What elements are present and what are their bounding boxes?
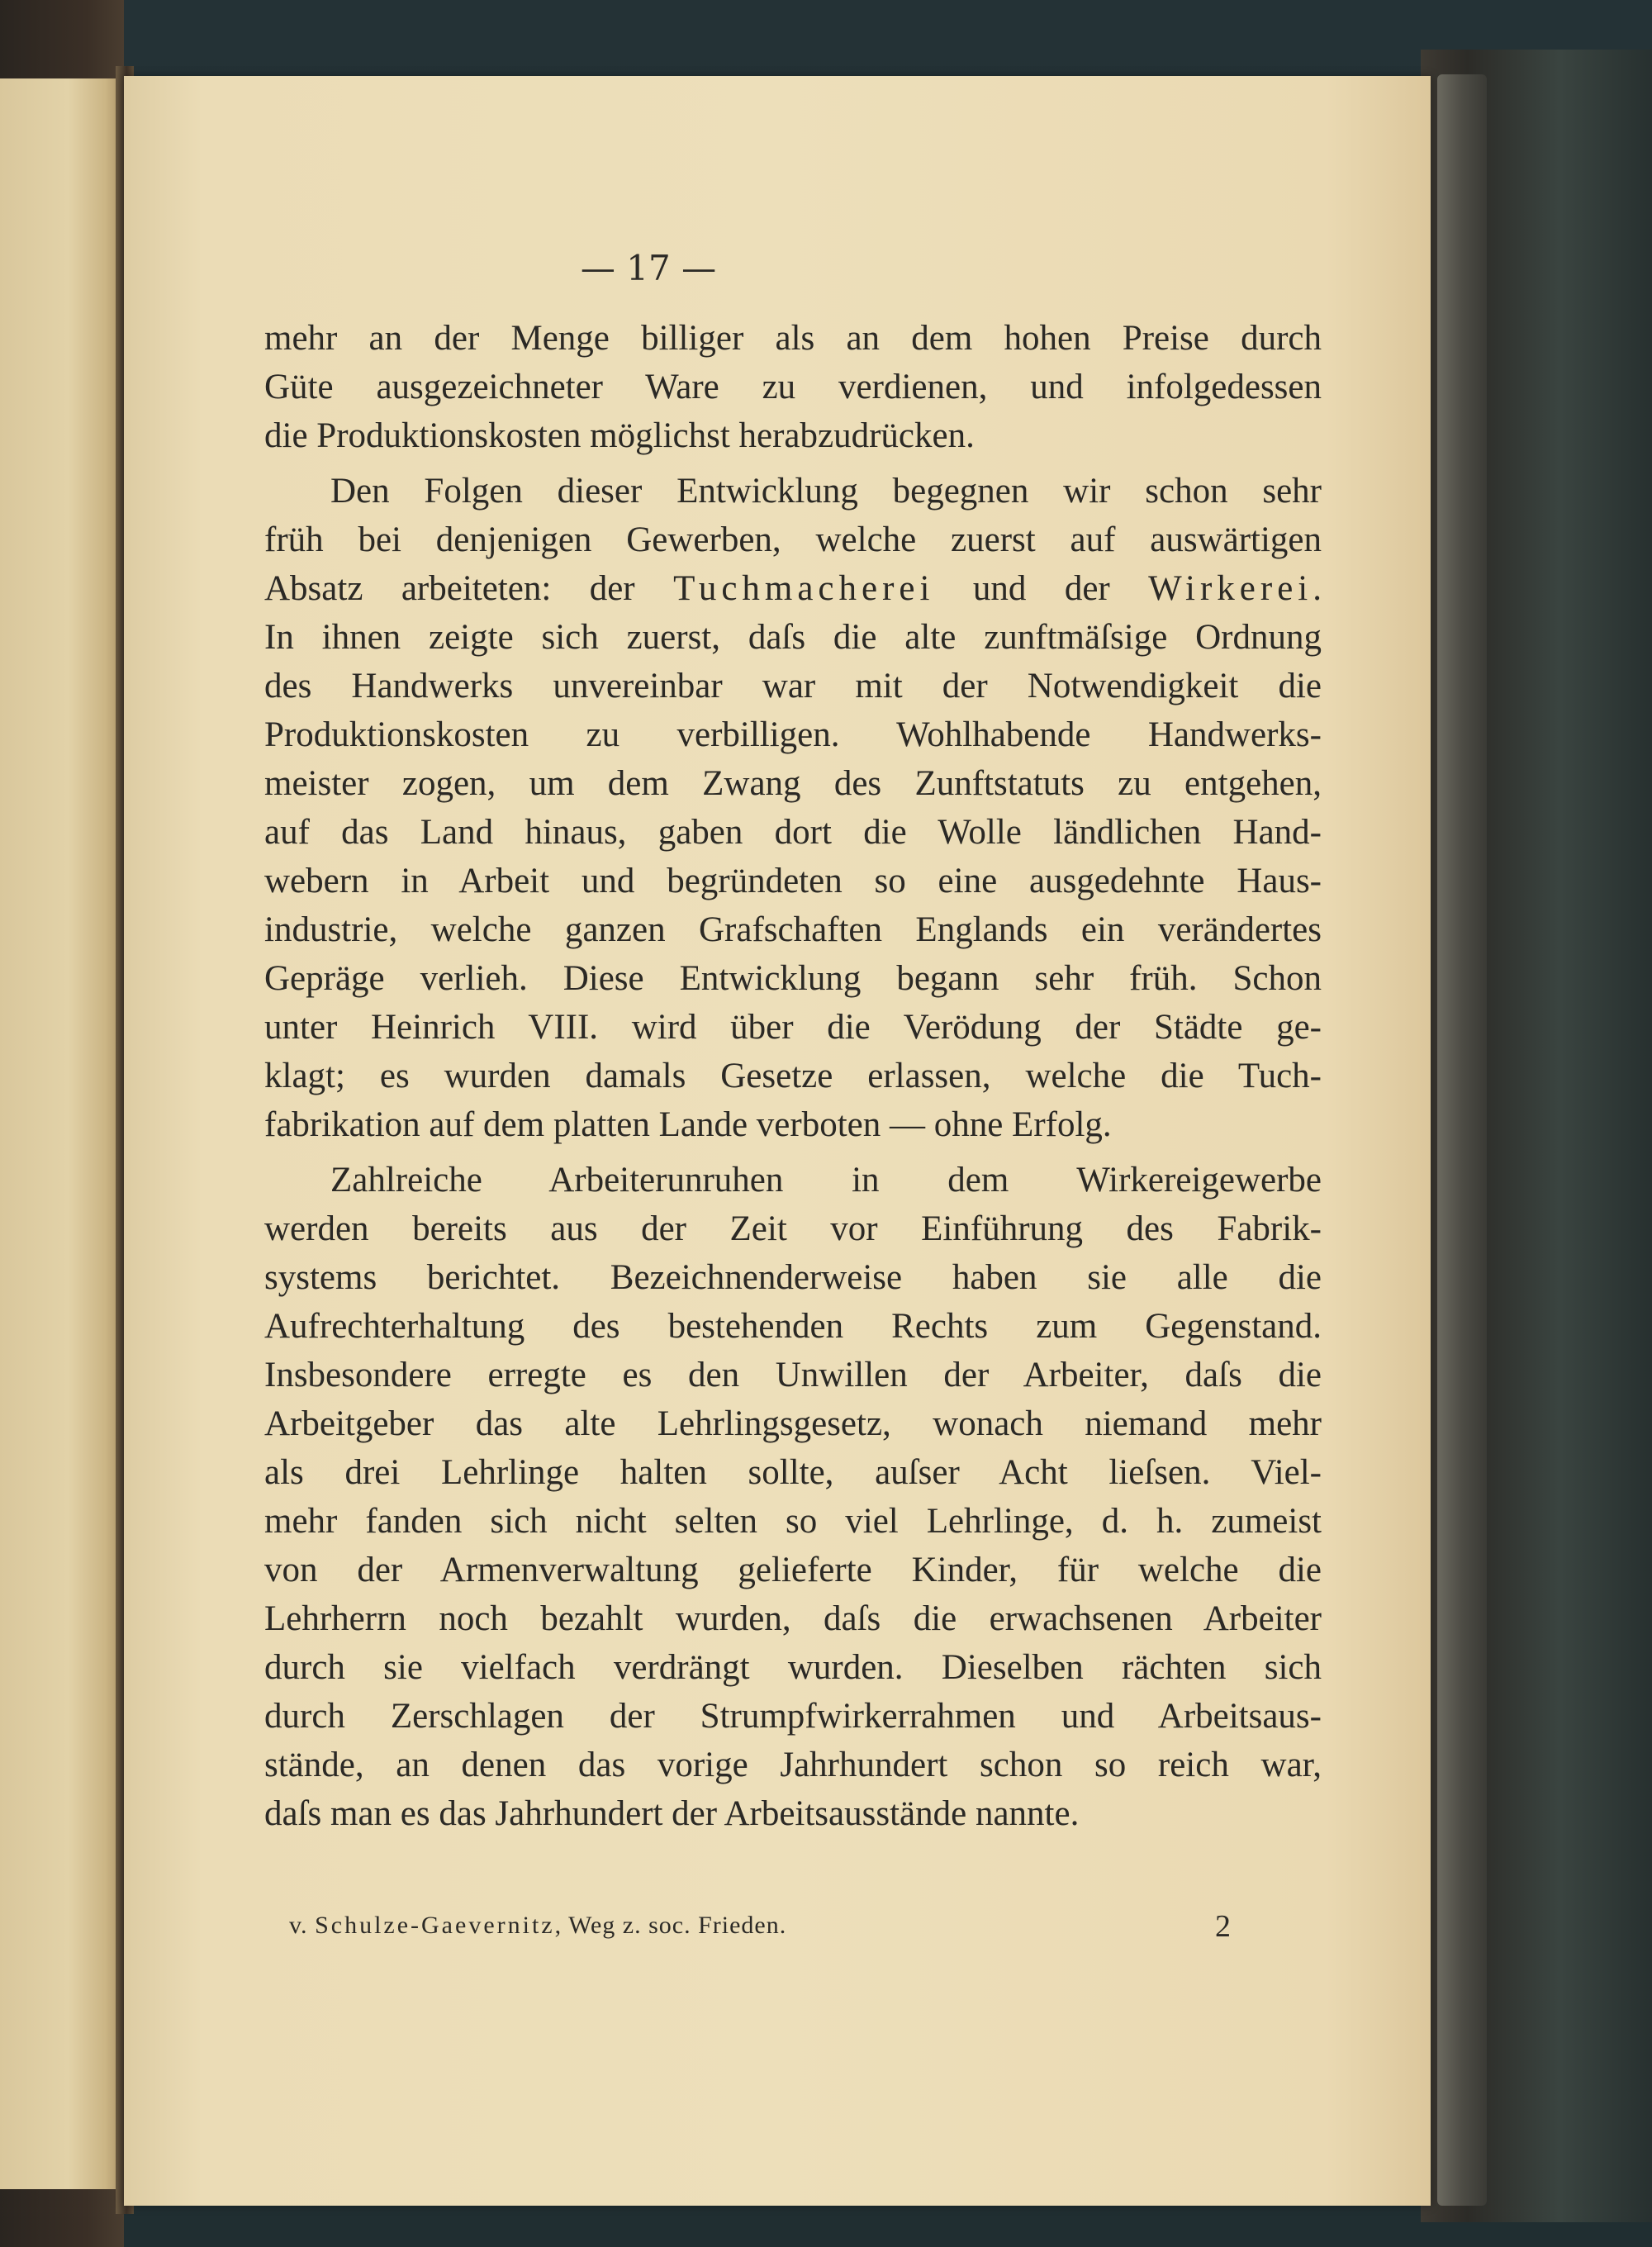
text-line: durch Zerschlagen der Strumpfwirkerrahmen und Arbeitsaus- bbox=[264, 1697, 1322, 1736]
text-line: Güte ausgezeichneter Ware zu verdienen, und infolgedessen bbox=[264, 368, 1322, 406]
text-line: Insbesondere erregte es den Unwillen der Arbeiter, daſs die bbox=[264, 1356, 1322, 1394]
text-line: klagt; es wurden damals Gesetze erlassen, welche die Tuch- bbox=[264, 1057, 1322, 1095]
text-line: Aufrechterhaltung des bestehenden Rechts zum Gegenstand. bbox=[264, 1307, 1322, 1346]
text-span: . bbox=[1313, 569, 1322, 608]
text-line: meister zogen, um dem Zwang des Zunftstatuts zu entgehen, bbox=[264, 764, 1322, 803]
emphasis-tuchmacherei: Tuchmacherei bbox=[673, 569, 935, 608]
text-line: industrie, welche ganzen Grafschaften Englands ein verändertes bbox=[264, 910, 1322, 949]
text-line: Lehrherrn noch bezahlt wurden, daſs die erwachsenen Arbeiter bbox=[264, 1599, 1322, 1638]
signature-author: Schulze-Gaevernitz bbox=[315, 1912, 555, 1939]
text-line: Arbeitgeber das alte Lehrlingsgesetz, wonach niemand mehr bbox=[264, 1404, 1322, 1443]
text-line: als drei Lehrlinge halten sollte, auſser Acht lieſsen. Viel- bbox=[264, 1453, 1322, 1492]
text-line: stände, an denen das vorige Jahrhundert schon so reich war, bbox=[264, 1746, 1322, 1784]
signature-line bbox=[289, 1912, 786, 1940]
page-number: — 17 — bbox=[580, 248, 717, 288]
text-span: und der bbox=[934, 569, 1149, 608]
text-line-spaced bbox=[264, 564, 1322, 613]
text-line: Produktionskosten zu verbilligen. Wohlhabende Handwerks- bbox=[264, 715, 1322, 754]
paragraph-3 bbox=[264, 1156, 1322, 1838]
text-line: die Produktionskosten möglichst herabzudrücken. bbox=[264, 416, 975, 455]
text-line: mehr fanden sich nicht selten so viel Lehrlinge, d. h. zumeist bbox=[264, 1502, 1322, 1541]
emphasis-wirkerei: Wirkerei bbox=[1148, 569, 1313, 608]
text-line: Zahlreiche Arbeiterunruhen in dem Wirkereigewerbe bbox=[330, 1161, 1322, 1200]
text-line: mehr an der Menge billiger als an dem hohen Preise durch bbox=[264, 319, 1322, 358]
text-line: Gepräge verlieh. Diese Entwicklung begann sehr früh. Schon bbox=[264, 959, 1322, 998]
text-line: von der Armenverwaltung gelieferte Kinder, für welche die bbox=[264, 1551, 1322, 1589]
book-page bbox=[124, 76, 1431, 2206]
text-line: des Handwerks unvereinbar war mit der Notwendigkeit die bbox=[264, 667, 1322, 705]
text-line: webern in Arbeit und begründeten so eine ausgedehnte Haus- bbox=[264, 862, 1322, 900]
signature-footer bbox=[289, 1909, 1231, 1949]
text-line: In ihnen zeigte sich zuerst, daſs die alte zunftmäſsige Ordnung bbox=[264, 618, 1322, 657]
cover-edge bbox=[1437, 74, 1487, 2206]
paragraph-1 bbox=[264, 314, 1322, 460]
signature-rest: , Weg z. soc. Frieden. bbox=[554, 1912, 787, 1939]
signature-prefix: v. bbox=[289, 1912, 316, 1939]
text-line: früh bei denjenigen Gewerben, welche zuerst auf auswärtigen bbox=[264, 520, 1322, 559]
text-line: auf das Land hinaus, gaben dort die Wolle ländlichen Hand- bbox=[264, 813, 1322, 852]
sheet-number: 2 bbox=[1215, 1909, 1231, 1944]
text-span: Absatz arbeiteten: der bbox=[264, 569, 674, 608]
text-line: unter Heinrich VIII. wird über die Verödung der Städte ge- bbox=[264, 1008, 1322, 1047]
paragraph-2 bbox=[264, 467, 1322, 1149]
body-text bbox=[264, 314, 1322, 1838]
left-page-edge bbox=[0, 78, 124, 2189]
text-line: Den Folgen dieser Entwicklung begegnen wir schon sehr bbox=[330, 472, 1322, 511]
text-line: werden bereits aus der Zeit vor Einführung des Fabrik- bbox=[264, 1209, 1322, 1248]
text-line: durch sie vielfach verdrängt wurden. Dieselben rächten sich bbox=[264, 1648, 1322, 1687]
text-line: systems berichtet. Bezeichnenderweise haben sie alle die bbox=[264, 1258, 1322, 1297]
text-line: daſs man es das Jahrhundert der Arbeitsausstände nannte. bbox=[264, 1794, 1080, 1833]
text-line: fabrikation auf dem platten Lande verboten — ohne Erfolg. bbox=[264, 1105, 1112, 1144]
